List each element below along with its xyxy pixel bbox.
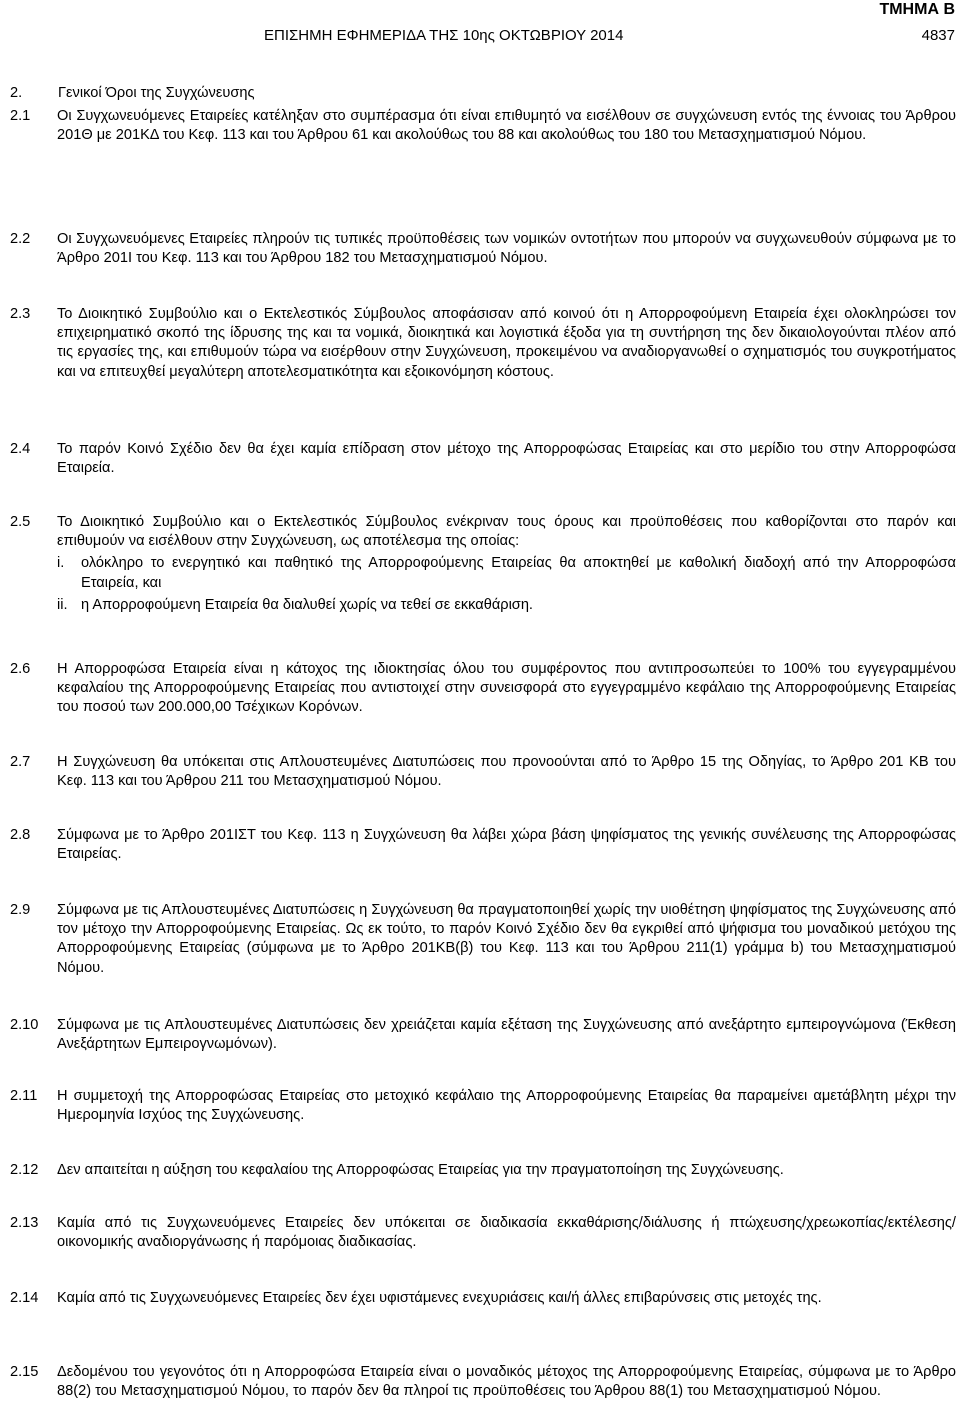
clause-text: Το παρόν Κοινό Σχέδιο δεν θα έχει καμία επίδραση στον μέτοχο της Απορροφώσας Εταιρείας και στο μερίδιο του στην Απορροφώσα Εταιρεία. — [57, 441, 956, 477]
clause-2-14 — [10, 1289, 956, 1308]
sub-item-ii — [57, 596, 956, 615]
clause-number: 2.10 — [10, 1017, 39, 1033]
sub-item-number: ii. — [57, 596, 68, 613]
clause-2-9 — [10, 901, 956, 978]
clause-text: Το Διοικητικό Συμβούλιο και ο Εκτελεστικός Σύμβουλος ενέκριναν τους όρους και προϋποθέσεις που καθορίζονται στο παρόν και επιθυμούν να εισέλθουν στην Συγχώνευση, ως αποτέλεσμα της οποίας: — [57, 514, 956, 550]
gazette-header — [264, 26, 955, 46]
clause-text: Καμία από τις Συγχωνευόμενες Εταιρείες δεν υπόκειται σε διαδικασία εκκαθάρισης/διάλυσης ή πτώχευσης/χρεωκοπίας/εκτέλεσης/οικονομικής αναδιοργάνωσης ή παρόμοιας διαδικασίας. — [57, 1215, 956, 1251]
clause-2-11 — [10, 1087, 956, 1125]
section-heading-title: Γενικοί Όροι της Συγχώνευσης — [58, 85, 255, 101]
clause-number: 2.6 — [10, 661, 31, 677]
clause-number: 2.12 — [10, 1162, 39, 1178]
section-heading-number: 2. — [10, 85, 23, 101]
clause-text: Σύμφωνα με τις Απλουστευμένες Διατυπώσεις η Συγχώνευση θα πραγματοποιηθεί χωρίς την υιοθέτηση ψηφίσματος της Συγχώνευσης από τον μέτοχο την Απορροφούμενης Εταιρείας. Ως εκ τούτο, το παρόν Κοινό Σχέδιο δεν θα εγκριθεί από ψήφισμα του μοναδικού μετόχου της Απορροφούμενης Εταιρείας (σύμφωνα με το Άρθρο 201ΚΒ(β) του Κεφ. 113 και του Άρθρου 211(1) γράμμα b) του Μετασχηματισμού Νόμου. — [57, 902, 956, 976]
clause-text: Η συμμετοχή της Απορροφώσας Εταιρείας στο μετοχικό κεφάλαιο της Απορροφούμενης Εταιρείας θα παραμείνει αμετάβλητη μέχρι την Ημερομηνία Ισχύος της Συγχώνευσης. — [57, 1088, 956, 1124]
sub-item-text: ολόκληρο το ενεργητικό και παθητικό της Απορροφούμενης Εταιρείας θα αποκτηθεί με καθολική διαδοχή από την Απορροφώσα Εταιρεία, και — [81, 555, 956, 591]
page-number: 4837 — [921, 27, 955, 44]
section-heading — [10, 84, 255, 103]
clause-2-13 — [10, 1214, 956, 1252]
gazette-title: ΕΠΙΣΗΜΗ ΕΦΗΜΕΡΙΔΑ ΤΗΣ 10ης ΟΚΤΩΒΡΙΟΥ 2014 — [264, 27, 624, 44]
clause-2-15 — [10, 1363, 956, 1401]
clause-number: 2.14 — [10, 1290, 39, 1306]
clause-2-10 — [10, 1016, 956, 1054]
clause-number: 2.5 — [10, 514, 31, 530]
sub-item-number: i. — [57, 555, 65, 572]
clause-2-1 — [10, 107, 956, 145]
clause-text: Δεδομένου του γεγονότος ότι η Απορροφώσα Εταιρεία είναι ο μοναδικός μέτοχος της Απορροφούμενης Εταιρείας, σύμφωνα με το Άρθρο 88(2) του Μετασχηματισμού Νόμου, το παρόν δεν θα πληροί τις προϋποθέσεις του Άρθρου 88(1) του Μετασχηματισμού Νόμου. — [57, 1364, 956, 1400]
clause-2-5 — [10, 513, 956, 615]
clause-number: 2.9 — [10, 902, 31, 918]
clause-text: Σύμφωνα με τις Απλουστευμένες Διατυπώσεις δεν χρειάζεται καμία εξέταση της Συγχώνευσης από ανεξάρτητο εμπειρογνώμονα (Έκθεση Ανεξάρτητων Εμπειρογνωμόνων). — [57, 1017, 956, 1053]
section-label: ΤΜΗΜΑ Β — [879, 1, 955, 18]
clause-number: 2.4 — [10, 441, 31, 457]
clause-2-2 — [10, 230, 956, 268]
clause-number: 2.8 — [10, 827, 31, 843]
sub-item-i — [57, 554, 956, 592]
sub-item-text: η Απορροφούμενη Εταιρεία θα διαλυθεί χωρίς να τεθεί σε εκκαθάριση. — [81, 596, 533, 613]
clause-number: 2.13 — [10, 1215, 39, 1231]
clause-text: Οι Συγχωνευόμενες Εταιρείες κατέληξαν στο συμπέρασμα ότι είναι επιθυμητό να εισέλθουν σε συγχώνευση εντός της έννοιας του Άρθρου 201Θ με 201ΚΔ του Κεφ. 113 και του Άρθρου 61 και ακολούθως του 88 και ακολούθως του 180 του Μετασχηματισμού Νόμου. — [57, 108, 956, 144]
clause-number: 2.3 — [10, 306, 31, 322]
clause-2-7 — [10, 753, 956, 791]
clause-text: Το Διοικητικό Συμβούλιο και ο Εκτελεστικός Σύμβουλος αποφάσισαν από κοινού ότι η Απορροφούμενη Εταιρεία έχει ολοκληρώσει τον επιχειρηματικό σκοπό της ίδρυσης της και τα νομικά, διοικητικά και λογιστικά έξοδα για τη συντήρηση της δεν δικαιολογούνται πλέον από τις εργασίες της, και επιθυμούν τώρα να εισέρθουν στην Συγχώνευση, προκειμένου να αναδιοργανωθεί ο σχηματισμός του συγκροτήματος και να επιτευχθεί μεγαλύτερη αποτελεσματικότητα και εξοικονόμηση κόστους. — [57, 306, 956, 380]
clause-2-8 — [10, 826, 956, 864]
clause-2-3 — [10, 305, 956, 382]
clause-text: Η Απορροφώσα Εταιρεία είναι η κάτοχος της ιδιοκτησίας όλου του συμφέροντος που αντιπροσωπεύει το 100% του εγγεγραμμένου κεφαλαίου της Απορροφούμενης Εταιρείας που αντιστοιχεί στην συνεισφορά στο εγγεγραμμένο κεφάλαιο της Απορροφούμενης Εταιρείας του ποσού των 200.000,00 Τσέχικων Κορόνων. — [57, 661, 956, 716]
clause-text: Δεν απαιτείται η αύξηση του κεφαλαίου της Απορροφώσας Εταιρείας για την πραγματοποίηση της Συγχώνευσης. — [57, 1162, 784, 1178]
clause-text: Σύμφωνα με το Άρθρο 201ΙΣΤ του Κεφ. 113 η Συγχώνευση θα λάβει χώρα βάση ψηφίσματος της γενικής συνέλευσης της Απορροφώσας Εταιρείας. — [57, 827, 956, 863]
clause-number: 2.2 — [10, 231, 31, 247]
clause-number: 2.11 — [10, 1088, 38, 1104]
clause-2-12 — [10, 1161, 956, 1180]
clause-number: 2.1 — [10, 108, 31, 124]
clause-number: 2.7 — [10, 754, 31, 770]
clause-text: Καμία από τις Συγχωνευόμενες Εταιρείες δεν έχει υφιστάμενες ενεχυριάσεις και/ή άλλες επιβαρύνσεις στις μετοχές της. — [57, 1290, 822, 1306]
clause-number: 2.15 — [10, 1364, 39, 1380]
clause-text: Οι Συγχωνευόμενες Εταιρείες πληρούν τις τυπικές προϋποθέσεις των νομικών οντοτήτων που μπορούν να συγχωνευθούν σύμφωνα με το Άρθρο 201Ι του Κεφ. 113 και του Άρθρου 182 του Μετασχηματισμού Νόμου. — [57, 231, 956, 267]
clause-2-4 — [10, 440, 956, 478]
clause-text: Η Συγχώνευση θα υπόκειται στις Απλουστευμένες Διατυπώσεις που προνοούνται από το Άρθρο 15 της Οδηγίας, το Άρθρο 201 ΚΒ του Κεφ. 113 και του Άρθρου 211 του Μετασχηματισμού Νόμου. — [57, 754, 956, 790]
clause-2-6 — [10, 660, 956, 718]
